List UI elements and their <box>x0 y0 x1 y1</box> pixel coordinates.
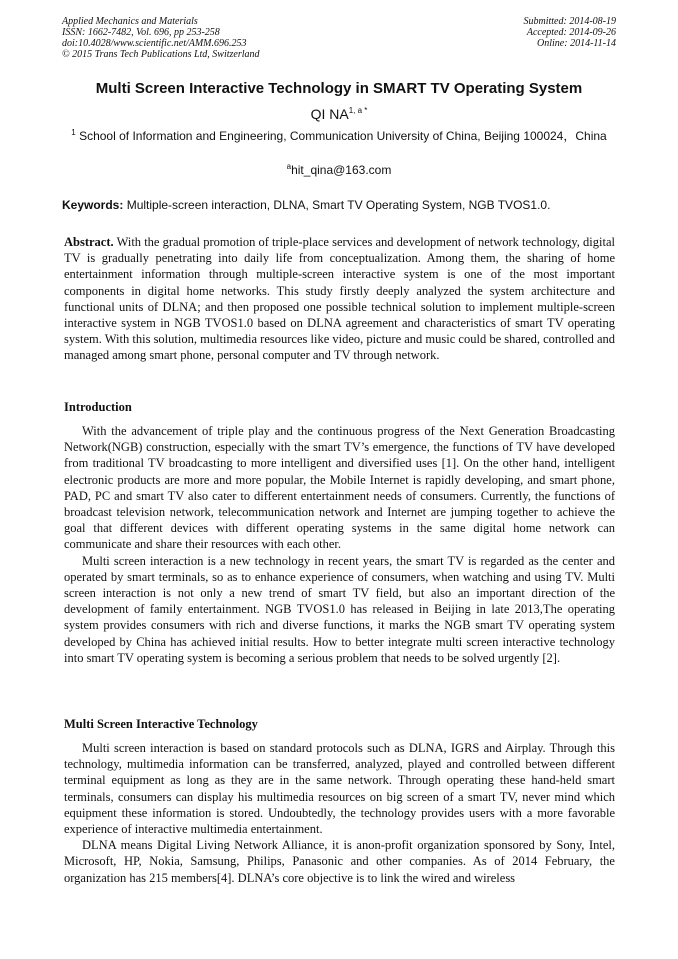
online-date: Online: 2014-11-14 <box>537 38 616 49</box>
doi-line: doi:10.4028/www.scientific.net/AMM.696.253 <box>62 38 247 49</box>
introduction-body <box>64 423 615 666</box>
multi-screen-body <box>64 740 615 886</box>
email-superscript: a <box>286 162 292 171</box>
paragraph: Multi screen interaction is based on standard protocols such as DLNA, IGRS and Airplay. Through this technology, multimedia information can be transferred, analyzed, played and controlled between different terminal equipment as long as they are in the same network. Through operating these hand-held smart terminals, consumers can display his multimedia resources on big screen of a smart TV, never mind which equipment these information is stored. Undoubtedly, the technology provides users with a more favorable experience of interactive multimedia entertainment. <box>64 741 615 837</box>
keywords <box>62 198 616 212</box>
author-superscript: 1, a * <box>348 106 368 115</box>
abstract-label: Abstract. <box>64 235 114 249</box>
submission-dates <box>524 16 617 49</box>
author-email <box>0 162 678 177</box>
paragraph: Multi screen interaction is a new technology in recent years, the smart TV is regarded as the center and operated by smart terminals, so as to enhance experience of consumers, when watching and using TV. Multi screen interaction is not only a new trend of smart TV field, but also an important direction of the development of family entertainment. NGB TVOS1.0 has released in Beijing in late 2013,The operating system provides consumers with rich and diverse functions, it marks the NGB smart TV operating system developed by China has achieved initial results. How to better integrate multi screen interactive technology into smart TV operating system is becoming a serious problem that needs to be solved urgently [2]. <box>64 553 615 665</box>
journal-name: Applied Mechanics and Materials <box>62 16 198 27</box>
accepted-date: Accepted: 2014-09-26 <box>526 27 616 38</box>
section-heading-introduction: Introduction <box>64 400 132 414</box>
keywords-text: Multiple-screen interaction, DLNA, Smart TV Operating System, NGB TVOS1.0. <box>126 198 551 212</box>
paragraph: DLNA means Digital Living Network Alliance, it is anon-profit organization sponsored by Sony, Intel, Microsoft, HP, Nokia, Samsung, Philips, Panasonic and other companies. As of 2014 February, the organization has 215 members[4]. DLNA’s core objective is to link the wired and wireless <box>64 838 615 885</box>
email-address: hit_qina@163.com <box>291 163 392 177</box>
abstract-paragraph <box>64 234 615 364</box>
journal-info <box>62 16 260 60</box>
keywords-label: Keywords: <box>62 198 124 212</box>
section-heading-multi-screen: Multi Screen Interactive Technology <box>64 717 258 731</box>
affiliation-superscript: 1 <box>71 128 76 137</box>
paper-title: Multi Screen Interactive Technology in SMART TV Operating System <box>95 80 583 97</box>
author-line <box>0 106 678 122</box>
issn-line: ISSN: 1662-7482, Vol. 696, pp 253-258 <box>62 27 220 38</box>
author-name: QI NA <box>310 106 349 122</box>
affiliation <box>62 124 616 145</box>
copyright-line: © 2015 Trans Tech Publications Ltd, Switzerland <box>62 49 260 60</box>
submitted-date: Submitted: 2014-08-19 <box>523 16 616 27</box>
abstract <box>64 234 615 364</box>
abstract-text: With the gradual promotion of triple-place services and development of network technology, digital TV is gradually penetrating into daily life from conceptualization. Among them, the sharing of home entertainment information through multiple-screen interactive system is one of the most important components in digital home networks. This study firstly deeply analyzed the system architecture and functional units of DLNA; and then proposed one possible technical solution to implement multiple-screen interactive system in NGB TVOS1.0 based on DLNA agreement and characteristics of smart TV operating system. With this solution, multimedia resources like video, picture and music could be shared, controlled and managed among smart phone, personal computer and TV through network. <box>64 235 615 363</box>
paragraph: With the advancement of triple play and the continuous progress of the Next Generation Broadcasting Network(NGB) construction, especially with the smart TV’s emergence, the functions of TV have developed from traditional TV broadcasting to more intelligent and diversified uses [1]. On the other hand, intelligent electronic products are more and more popular, the Mobile Internet is rapidly developing, and smart phone, PAD, PC and smart TV also cater to different entertainment needs of consumers. Currently, the functions of broadcast television network, telecommunication network and Internet are jumping together to achieve the goal that different devices with different operating systems in the same digital home network can communicate and share their resources with each other. <box>64 424 615 552</box>
affiliation-text: School of Information and Engineering, Communication University of China, Beijing 100024，China <box>79 129 607 143</box>
